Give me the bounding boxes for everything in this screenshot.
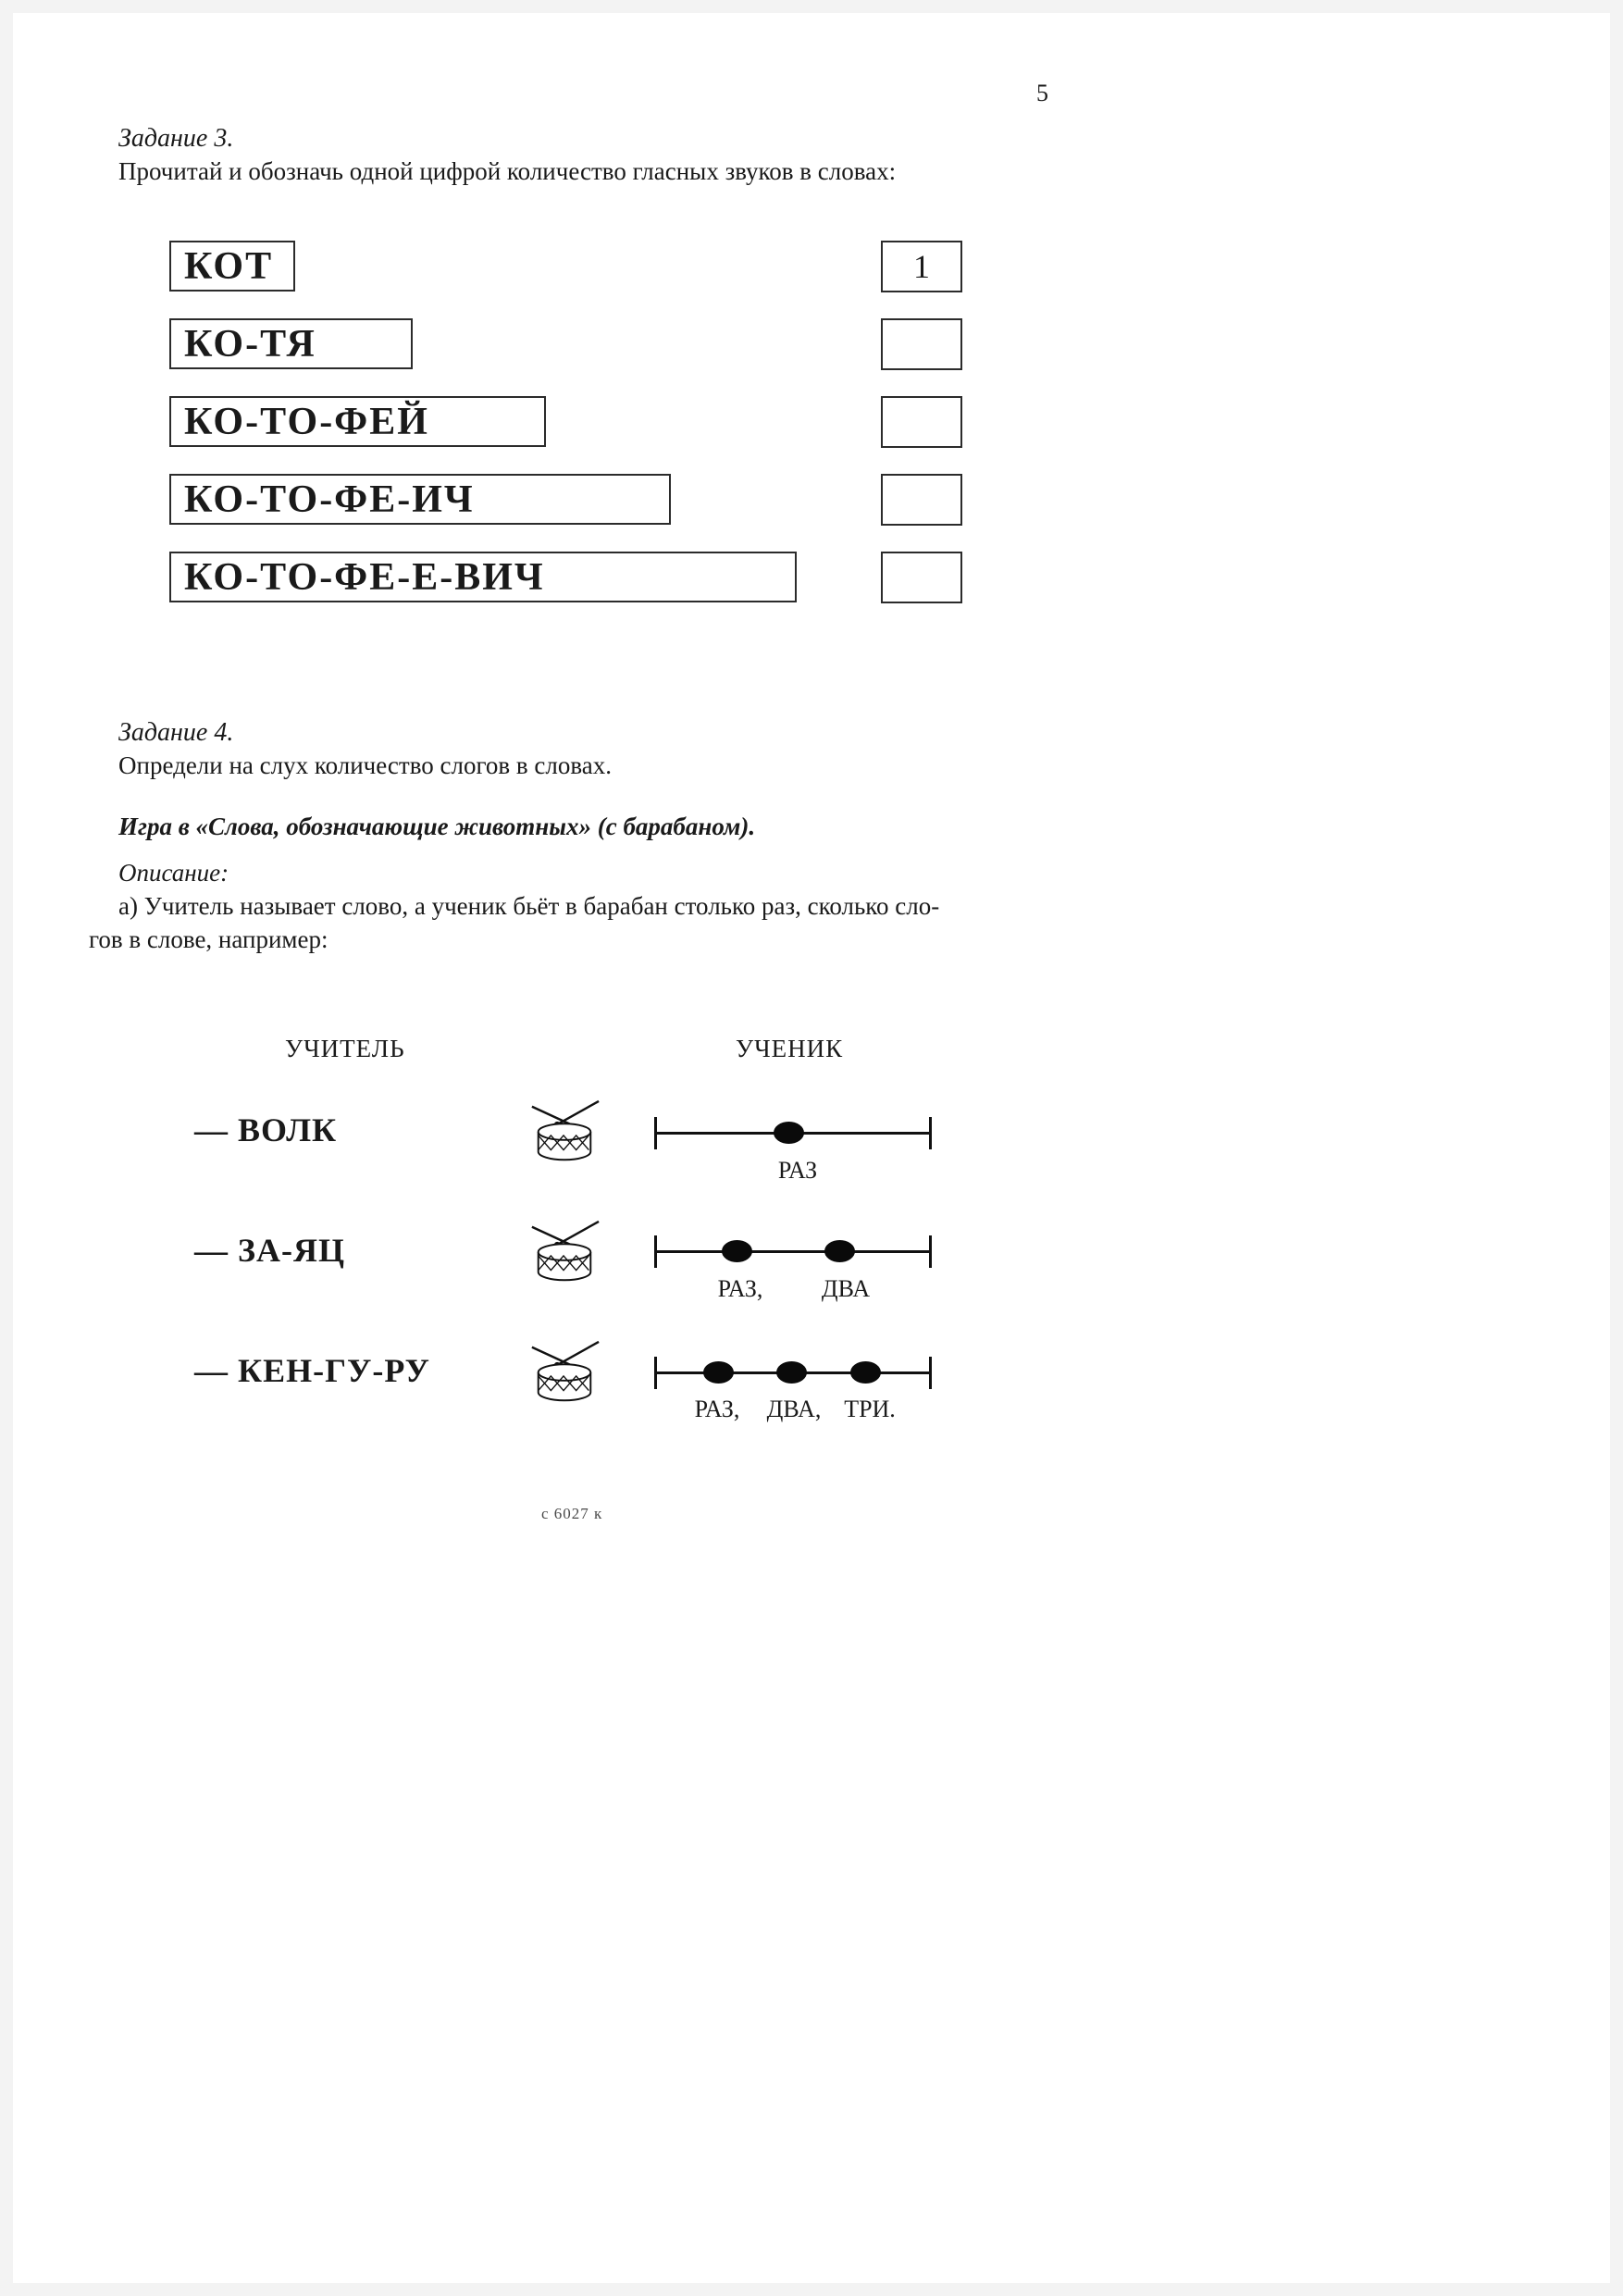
beat-count-label: ТРИ. [844, 1396, 896, 1422]
beat-line [654, 1250, 932, 1253]
word-text: КО-ТО-ФЕ-ИЧ [184, 478, 475, 521]
word-text: КО-ТЯ [184, 322, 316, 366]
drum-icon [518, 1098, 611, 1170]
beat-dot [703, 1361, 734, 1384]
beat-line-tick [654, 1235, 657, 1268]
answer-box [881, 241, 962, 292]
description-line1: а) Учитель называет слово, а ученик бьёт в барабан столько раз, сколько сло- [118, 892, 940, 920]
word-text: КО-ТО-ФЕЙ [184, 400, 429, 443]
answer-box [881, 396, 962, 448]
drum-icon [518, 1338, 611, 1410]
beat-count-label: РАЗ, [717, 1275, 763, 1302]
beat-line-tick [654, 1357, 657, 1389]
page-number: 5 [1036, 80, 1048, 106]
word-text: КОТ [184, 244, 274, 288]
answer-box [881, 552, 962, 603]
column-header-teacher: УЧИТЕЛЬ [285, 1035, 405, 1062]
beat-dot [850, 1361, 881, 1384]
beat-dot [722, 1240, 752, 1262]
description-line2: гов в слове, например: [89, 925, 328, 953]
word-box [169, 474, 671, 525]
word-box [169, 241, 295, 292]
task4-instruction: Определи на слух количество слогов в словах. [118, 751, 612, 779]
beat-dot [824, 1240, 855, 1262]
beat-line-tick [929, 1235, 932, 1268]
column-header-student: УЧЕНИК [736, 1035, 844, 1062]
beat-line-tick [929, 1357, 932, 1389]
beat-line-tick [654, 1117, 657, 1149]
answer-box [881, 318, 962, 370]
task3-label: Задание 3. [118, 124, 234, 153]
description-label: Описание: [118, 859, 229, 887]
animal-word: — КЕН-ГУ-РУ [194, 1352, 430, 1389]
beat-count-label: РАЗ [777, 1157, 818, 1184]
beat-line [654, 1132, 932, 1135]
word-box [169, 552, 797, 602]
beat-count-label: ДВА [821, 1275, 871, 1302]
beat-count-label: ДВА, [766, 1396, 822, 1422]
task4-label: Задание 4. [118, 718, 234, 747]
word-box [169, 318, 413, 369]
game-title: Игра в «Слова, обозначающие животных» (с барабаном). [118, 813, 756, 840]
beat-line [654, 1371, 932, 1374]
print-code: с 6027 к [541, 1505, 603, 1522]
animal-word: — ВОЛК [194, 1111, 338, 1148]
beat-line-tick [929, 1117, 932, 1149]
beat-count-label: РАЗ, [694, 1396, 740, 1422]
word-box [169, 396, 546, 447]
answer-text: 1 [913, 248, 930, 285]
drum-icon [518, 1218, 611, 1290]
animal-word: — ЗА-ЯЦ [194, 1232, 345, 1269]
beat-dot [776, 1361, 807, 1384]
answer-box [881, 474, 962, 526]
word-text: КО-ТО-ФЕ-Е-ВИЧ [184, 555, 545, 599]
beat-dot [774, 1122, 804, 1144]
task3-instruction: Прочитай и обозначь одной цифрой количество гласных звуков в словах: [118, 157, 897, 185]
